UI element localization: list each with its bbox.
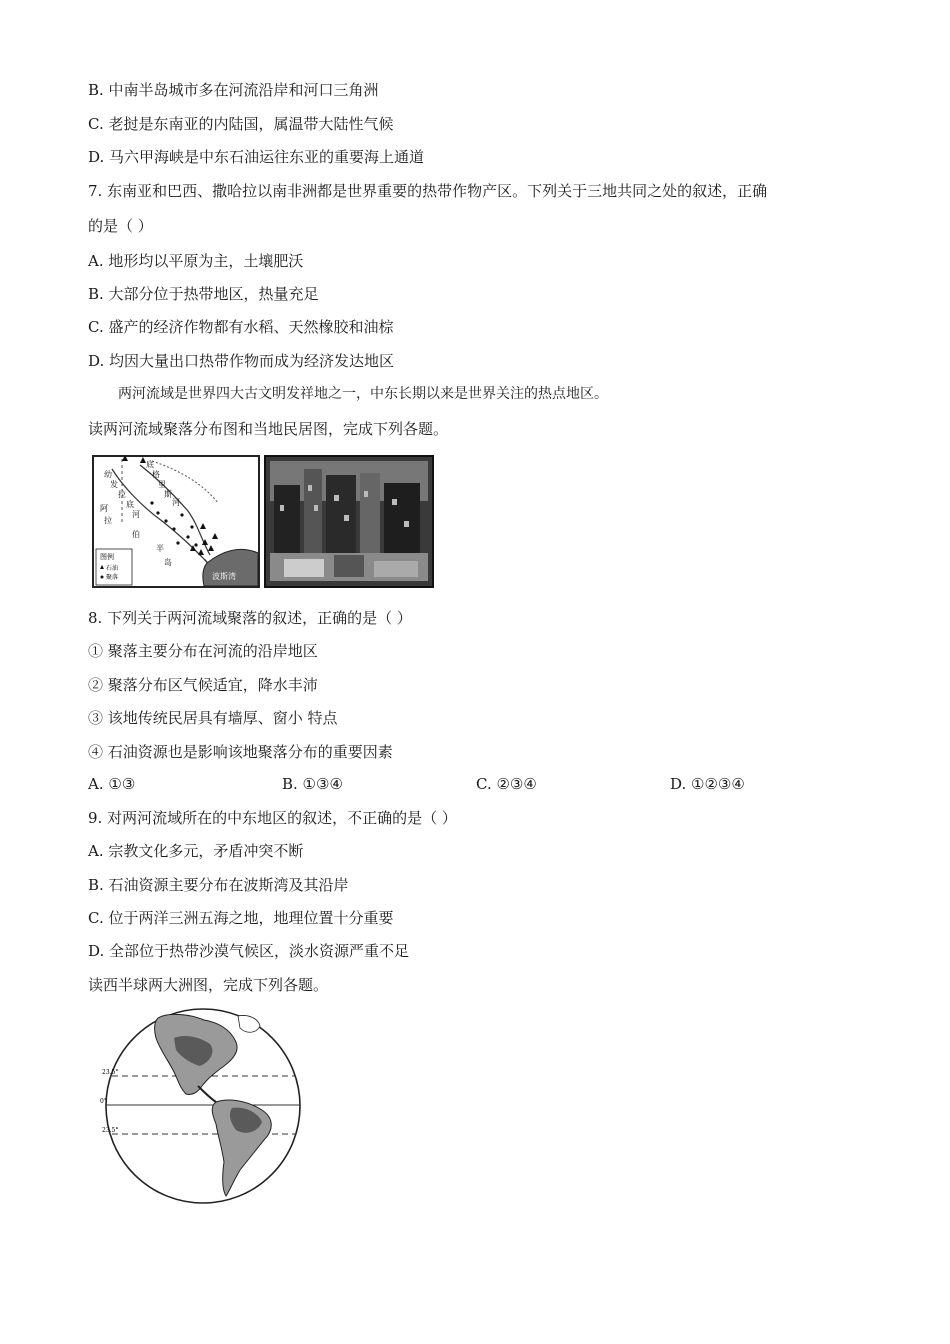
q8-option-c: C. ②③④ bbox=[476, 775, 537, 793]
map-label: 底 bbox=[146, 460, 154, 469]
map-label: 发 bbox=[110, 480, 118, 489]
q8-options bbox=[88, 775, 848, 795]
q8-statement-4: ④ 石油资源也是影响该地聚落分布的重要因素 bbox=[88, 743, 393, 761]
legend-settlement: 聚落 bbox=[106, 574, 119, 581]
q7-option-c: C. 盛产的经济作物都有水稻、天然橡胶和油棕 bbox=[88, 318, 394, 336]
q7-stem-line1: 7. 东南亚和巴西、撒哈拉以南非洲都是世界重要的热带作物产区。下列关于三地共同之处的叙述，正确 bbox=[88, 182, 768, 200]
map-label: 河 bbox=[132, 510, 140, 519]
legend-oil: 石油 bbox=[106, 565, 119, 572]
passage-instruction: 读两河流域聚落分布图和当地民居图，完成下列各题。 bbox=[88, 420, 449, 438]
q9-option-a: A. 宗教文化多元，矛盾冲突不断 bbox=[88, 842, 304, 860]
q9-stem: 9. 对两河流域所在的中东地区的叙述，不正确的是（ ） bbox=[88, 809, 457, 827]
settlement-map-figure bbox=[92, 455, 260, 592]
q8-statement-1: ① 聚落主要分布在河流的沿岸地区 bbox=[88, 642, 318, 660]
map-label: 幼 bbox=[104, 470, 112, 479]
q7-stem-line2: 的是（ ） bbox=[88, 217, 153, 235]
q7-option-a: A. 地形均以平原为主，土壤肥沃 bbox=[88, 252, 304, 270]
map-label: 河 bbox=[172, 498, 180, 507]
dwelling-photo-image bbox=[264, 455, 434, 588]
western-hemisphere-map bbox=[98, 1008, 308, 1208]
map-label: 里 bbox=[158, 480, 166, 489]
q8-stem: 8. 下列关于两河流域聚落的叙述，正确的是（ ） bbox=[88, 609, 412, 627]
settlement-map bbox=[92, 455, 260, 588]
map-label: 拉 bbox=[104, 516, 112, 525]
q8-statement-2: ② 聚落分布区气候适宜，降水丰沛 bbox=[88, 676, 318, 694]
map-label: 格 bbox=[152, 470, 160, 479]
map-label: 拉 bbox=[118, 490, 126, 499]
q9-option-b: B. 石油资源主要分布在波斯湾及其沿岸 bbox=[88, 876, 349, 894]
lat-north-label: 23.5° bbox=[102, 1069, 119, 1076]
globe-instruction: 读西半球两大洲图，完成下列各题。 bbox=[88, 976, 329, 994]
map-label: 岛 bbox=[164, 558, 172, 567]
map-label: 斯 bbox=[164, 490, 172, 499]
passage-intro: 两河流域是世界四大古文明发祥地之一，中东长期以来是世界关注的热点地区。 bbox=[118, 386, 608, 402]
map-label: 阿 bbox=[100, 504, 108, 513]
q6-option-c: C. 老挝是东南亚的内陆国，属温带大陆性气候 bbox=[88, 115, 394, 133]
dwelling-photo bbox=[264, 455, 434, 592]
map-label: 伯 bbox=[132, 530, 140, 539]
q9-option-d: D. 全部位于热带沙漠气候区，淡水资源严重不足 bbox=[88, 942, 410, 960]
map-label: 半 bbox=[156, 544, 164, 553]
lat-equator-label: 0° bbox=[100, 1098, 107, 1105]
q6-option-b: B. 中南半岛城市多在河流沿岸和河口三角洲 bbox=[88, 81, 379, 99]
q6-option-d: D. 马六甲海峡是中东石油运往东亚的重要海上通道 bbox=[88, 148, 425, 166]
q8-option-b: B. ①③④ bbox=[282, 775, 343, 793]
lat-south-label: 23.5° bbox=[102, 1127, 119, 1134]
q7-option-d: D. 均因大量出口热带作物而成为经济发达地区 bbox=[88, 352, 395, 370]
western-hemisphere-figure bbox=[98, 1008, 308, 1212]
gulf-label: 波斯湾 bbox=[212, 572, 236, 581]
q8-option-a: A. ①③ bbox=[88, 775, 136, 793]
q8-option-d: D. ①②③④ bbox=[670, 775, 745, 793]
q8-statement-3: ③ 该地传统民居具有墙厚、窗小 特点 bbox=[88, 709, 338, 727]
legend-title: 图例 bbox=[100, 553, 114, 561]
map-label: 底 bbox=[126, 500, 134, 509]
q7-option-b: B. 大部分位于热带地区，热量充足 bbox=[88, 285, 319, 303]
q9-option-c: C. 位于两洋三洲五海之地，地理位置十分重要 bbox=[88, 909, 394, 927]
